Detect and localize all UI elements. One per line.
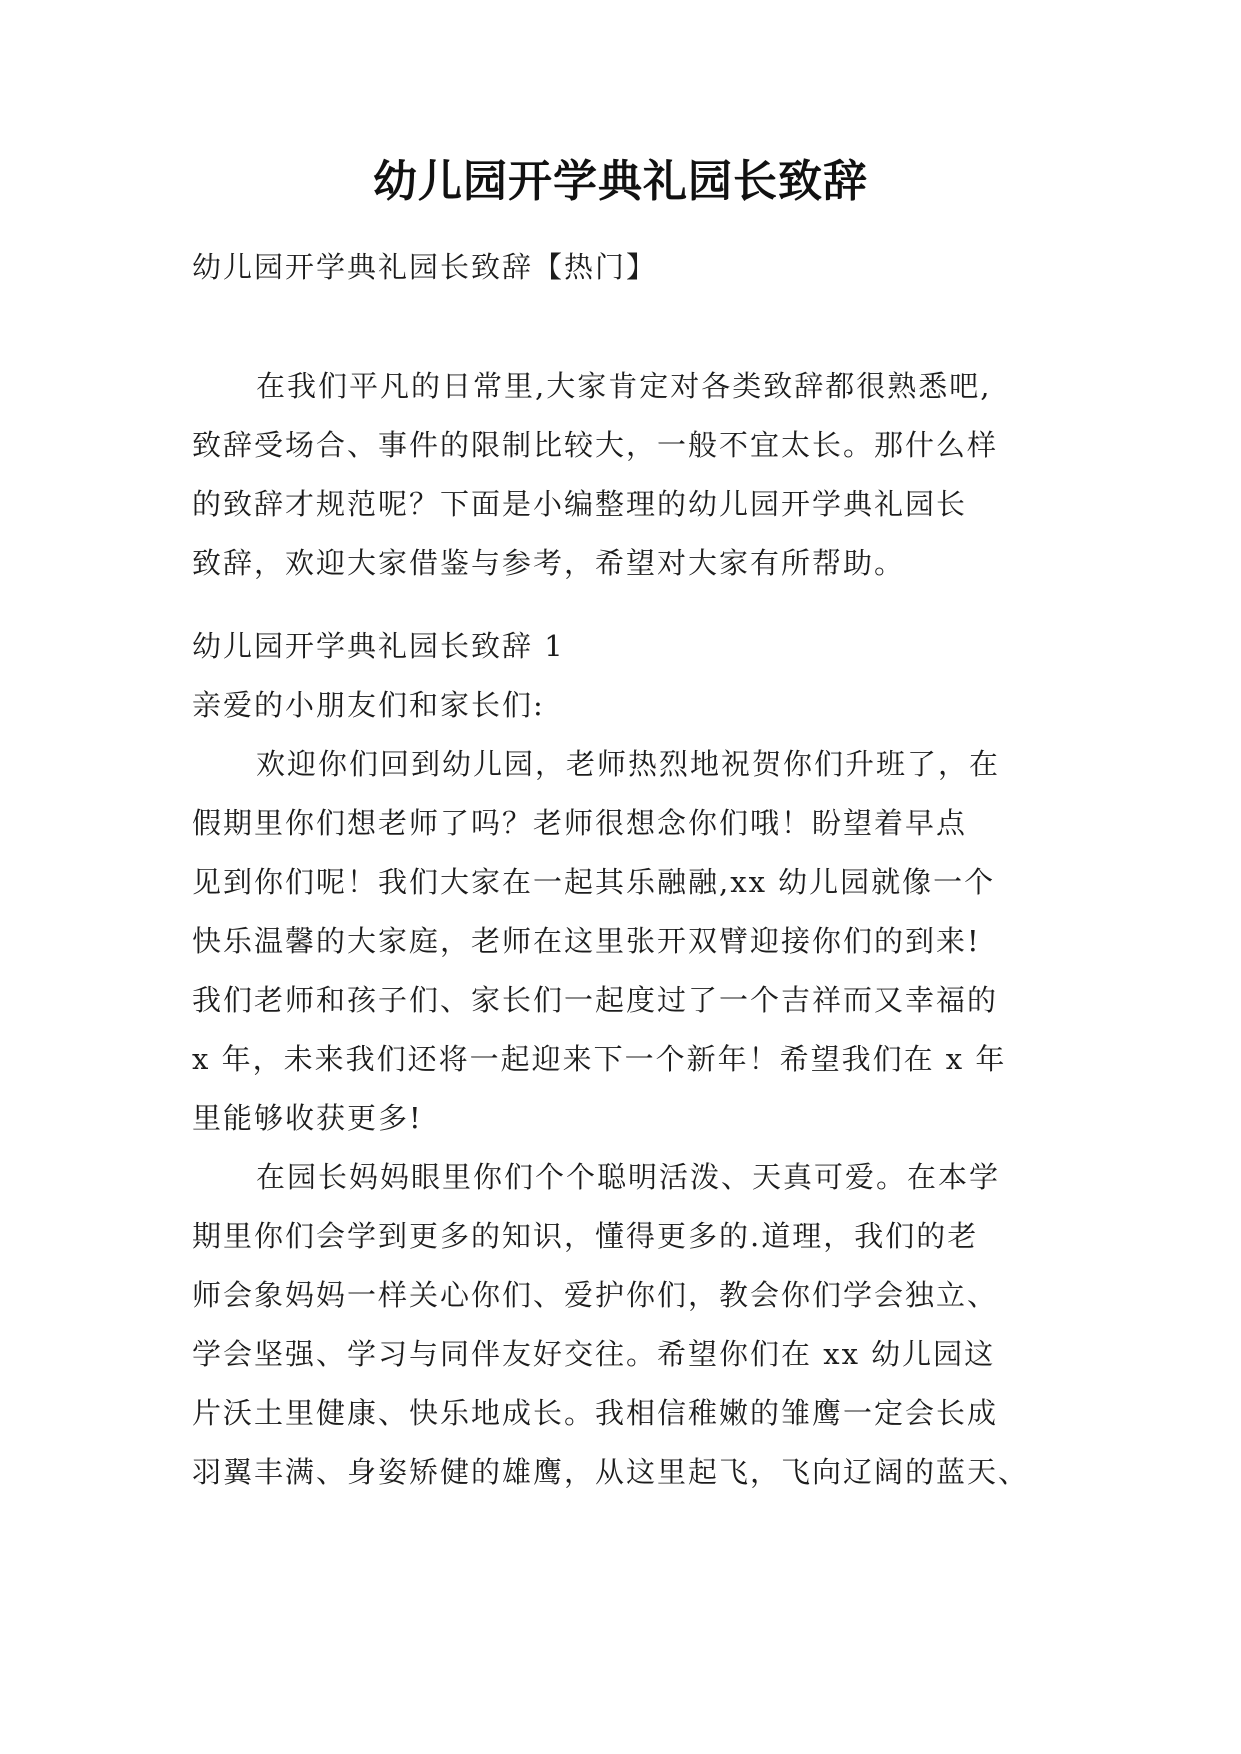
subtitle-block [192, 238, 1062, 297]
paragraph1-line: 快乐温馨的大家庭，老师在这里张开双臂迎接你们的到来! [192, 924, 981, 958]
intro-line: 致辞，欢迎大家借鉴与参考，希望对大家有所帮助。 [192, 546, 906, 580]
document-title: 幼儿园开学典礼园长致辞 [373, 156, 868, 207]
section-block [192, 617, 1062, 1502]
paragraph2-line: 期里你们会学到更多的知识，懂得更多的.道理，我们的老 [192, 1219, 979, 1253]
paragraph1-line: 里能够收获更多! [192, 1101, 423, 1135]
paragraph1-line: 假期里你们想老师了吗？老师很想念你们哦！盼望着早点 [192, 806, 968, 840]
section-title: 幼儿园开学典礼园长致辞 1 [192, 629, 565, 663]
paragraph2-line: 学会坚强、学习与同伴友好交往。希望你们在 xx 幼儿园这 [192, 1337, 996, 1371]
paragraph1-line: 欢迎你们回到幼儿园，老师热烈地祝贺你们升班了，在 [256, 747, 1001, 781]
intro-line: 致辞受场合、事件的限制比较大，一般不宜太长。那什么样 [192, 428, 999, 462]
paragraph1-line: x 年，未来我们还将一起迎来下一个新年！希望我们在 x 年 [192, 1042, 1007, 1076]
paragraph2-line: 师会象妈妈一样关心你们、爱护你们，教会你们学会独立、 [192, 1278, 999, 1312]
greeting: 亲爱的小朋友们和家长们: [192, 688, 545, 722]
intro-line: 在我们平凡的日常里,大家肯定对各类致辞都很熟悉吧, [256, 369, 992, 403]
paragraph1-line: 见到你们呢！我们大家在一起其乐融融,xx 幼儿园就像一个 [192, 865, 996, 899]
paragraph1-line: 我们老师和孩子们、家长们一起度过了一个吉祥而又幸福的 [192, 983, 999, 1017]
paragraph2-line: 片沃土里健康、快乐地成长。我相信稚嫩的雏鹰一定会长成 [192, 1396, 999, 1430]
intro-paragraph [192, 357, 1062, 593]
document-subtitle: 幼儿园开学典礼园长致辞【热门】 [192, 250, 658, 284]
intro-line: 的致辞才规范呢？下面是小编整理的幼儿园开学典礼园长 [192, 487, 968, 521]
paragraph2-line: 在园长妈妈眼里你们个个聪明活泼、天真可爱。在本学 [256, 1160, 1001, 1194]
paragraph2-line: 羽翼丰满、身姿矫健的雄鹰，从这里起飞，飞向辽阔的蓝天、 [192, 1455, 1030, 1489]
